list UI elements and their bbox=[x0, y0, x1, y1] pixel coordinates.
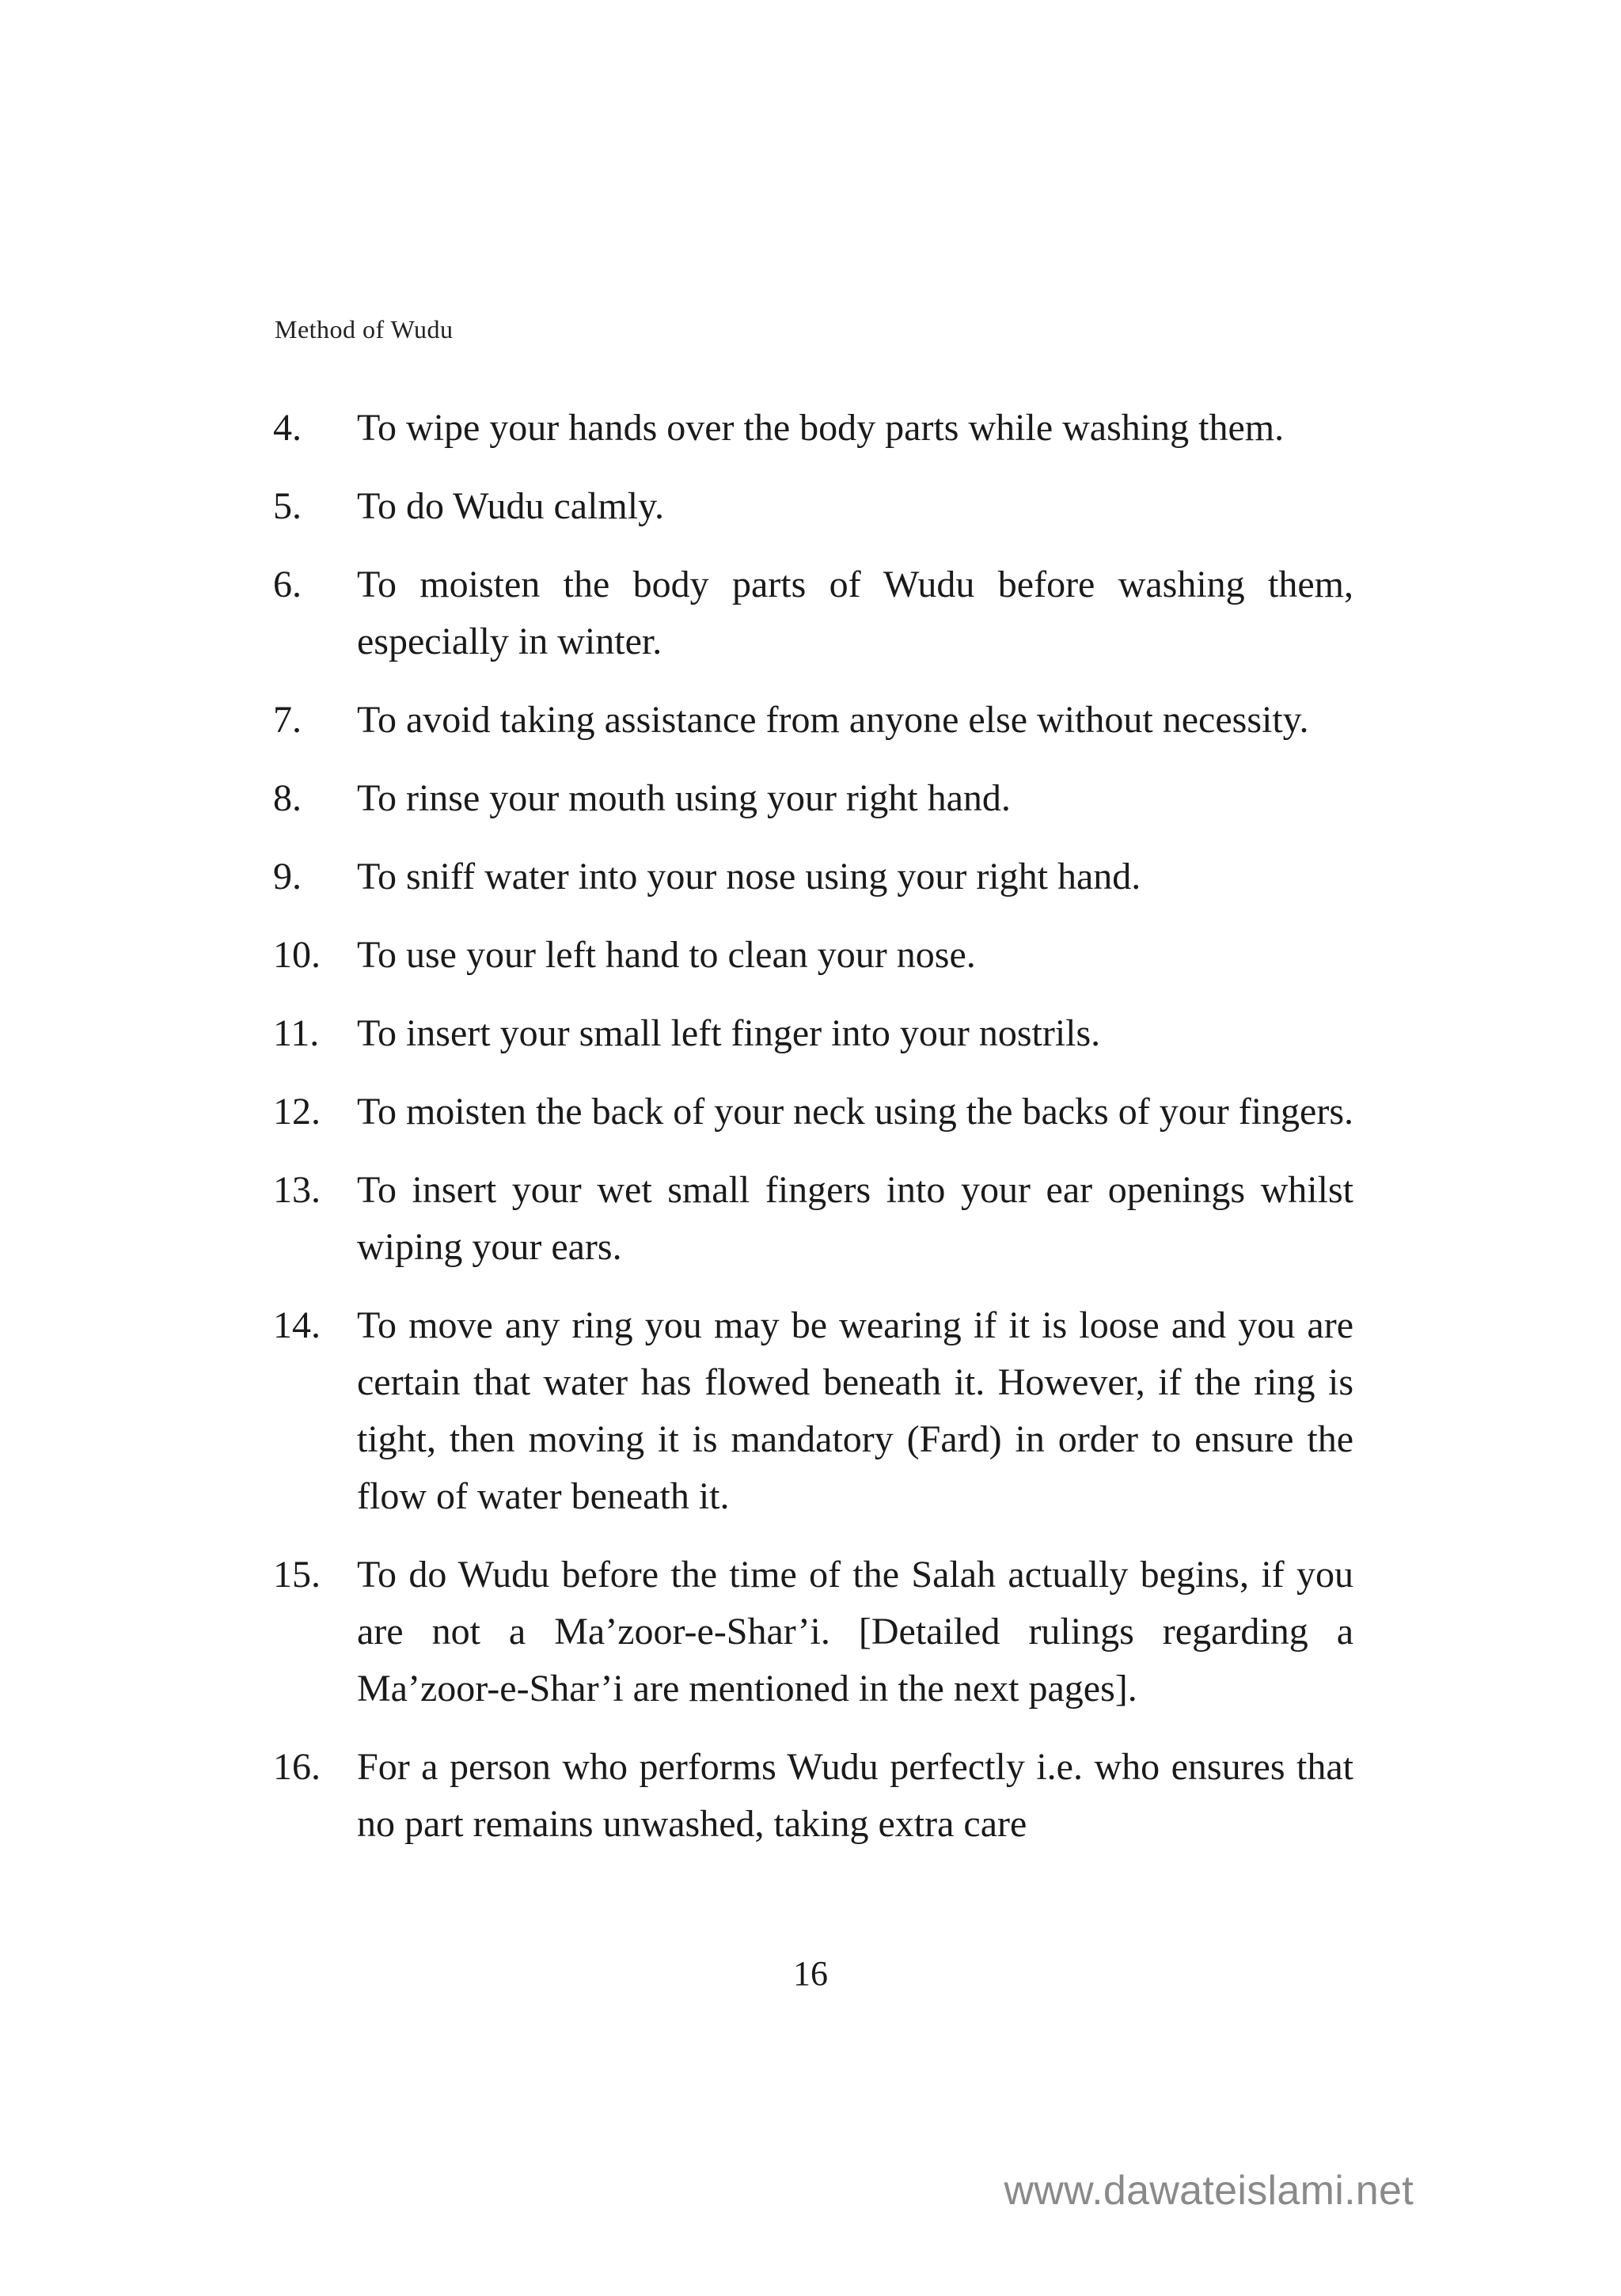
list-item bbox=[273, 848, 1353, 905]
list-item bbox=[273, 1297, 1353, 1525]
list-item bbox=[273, 1162, 1353, 1276]
list-item bbox=[273, 556, 1353, 670]
item-text: To use your left hand to clean your nose. bbox=[357, 934, 976, 976]
list-item bbox=[273, 1083, 1353, 1140]
item-text: To avoid taking assistance from anyone else without necessity. bbox=[357, 699, 1309, 741]
item-number: 9. bbox=[273, 856, 302, 898]
list-item bbox=[273, 1005, 1353, 1062]
list-item bbox=[273, 770, 1353, 827]
list-item bbox=[273, 1546, 1353, 1717]
list-item bbox=[273, 692, 1353, 749]
item-number: 13. bbox=[273, 1169, 321, 1211]
item-number: 7. bbox=[273, 699, 302, 741]
website-watermark: www.dawateislami.net bbox=[1004, 2168, 1414, 2214]
running-header: Method of Wudu bbox=[275, 315, 454, 343]
item-text: To do Wudu before the time of the Salah actually begins, if you are not a Ma’zoor-e-Shar’i. [Detailed rulings regarding a Ma’zoor-e-Shar’i are mentioned in the next pages]. bbox=[357, 1554, 1353, 1710]
item-number: 16. bbox=[273, 1746, 321, 1788]
item-number: 10. bbox=[273, 934, 321, 976]
item-text: To rinse your mouth using your right hand. bbox=[357, 777, 1011, 819]
sunnah-list bbox=[273, 400, 1353, 1874]
item-text: To moisten the back of your neck using the backs of your fingers. bbox=[357, 1091, 1353, 1133]
item-number: 6. bbox=[273, 564, 302, 605]
item-text: To insert your wet small fingers into your ear openings whilst wiping your ears. bbox=[357, 1169, 1353, 1268]
item-text: To sniff water into your nose using your right hand. bbox=[357, 856, 1141, 898]
item-number: 8. bbox=[273, 777, 302, 819]
list-item bbox=[273, 1739, 1353, 1853]
list-item bbox=[273, 478, 1353, 535]
page-number: 16 bbox=[793, 1954, 828, 1993]
item-number: 15. bbox=[273, 1554, 321, 1596]
list-item bbox=[273, 927, 1353, 984]
item-number: 5. bbox=[273, 485, 302, 527]
item-number: 12. bbox=[273, 1091, 321, 1133]
item-text: To moisten the body parts of Wudu before washing them, especially in winter. bbox=[357, 564, 1353, 662]
item-text: For a person who performs Wudu perfectly i.e. who ensures that no part remains unwashed, taking extra care bbox=[357, 1746, 1353, 1845]
item-text: To wipe your hands over the body parts while washing them. bbox=[357, 407, 1285, 449]
item-number: 11. bbox=[273, 1012, 320, 1054]
item-number: 14. bbox=[273, 1304, 321, 1346]
item-number: 4. bbox=[273, 407, 302, 449]
list-item bbox=[273, 400, 1353, 457]
item-text: To do Wudu calmly. bbox=[357, 485, 664, 527]
item-text: To insert your small left finger into your nostrils. bbox=[357, 1012, 1101, 1054]
item-text: To move any ring you may be wearing if it is loose and you are certain that water has flowed beneath it. However, if the ring is tight, then moving it is mandatory (Fard) in order to ensure the flow of water beneath it. bbox=[357, 1304, 1353, 1517]
